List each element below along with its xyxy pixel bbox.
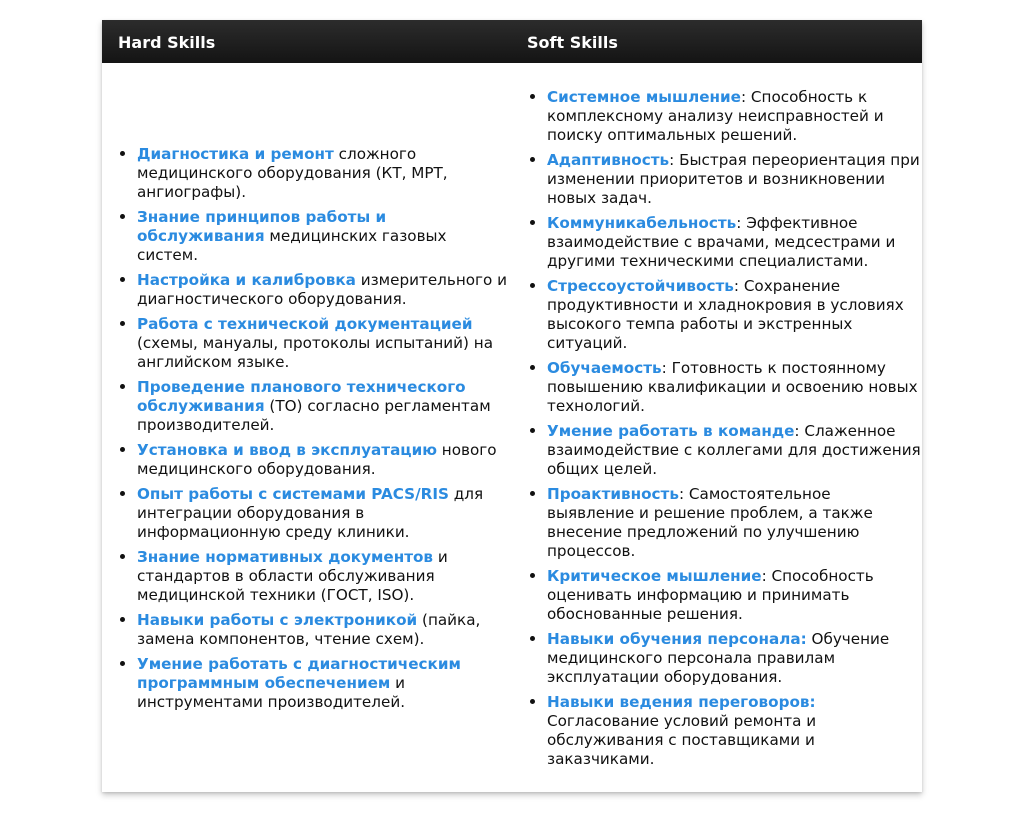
skill-keyword: Коммуникабельность <box>547 213 737 232</box>
table-body <box>102 63 922 792</box>
column-header-soft-skills: Soft Skills <box>527 32 618 52</box>
skill-keyword: Установка и ввод в эксплуатацию <box>137 440 437 459</box>
list-item <box>137 484 512 542</box>
skill-description: для интеграции оборудования в информационную среду клиники. <box>137 484 484 541</box>
skill-description: сложного медицинского оборудования (КТ, МРТ, ангиографы). <box>137 144 448 201</box>
skill-keyword: Навыки ведения переговоров: <box>547 692 816 711</box>
list-item <box>137 377 512 435</box>
skill-description: нового медицинского оборудования. <box>137 440 497 478</box>
skill-description: и стандартов в области обслуживания медицинской техники (ГОСТ, ISO). <box>137 547 448 604</box>
skill-keyword: Знание нормативных документов <box>137 547 434 566</box>
skill-keyword: Умение работать с диагностическим программным обеспечением <box>137 654 461 692</box>
skill-description: Согласование условий ремонта и обслуживания с поставщиками и заказчиками. <box>547 711 817 768</box>
skill-keyword: Навыки обучения персонала: <box>547 629 807 648</box>
skill-description: и инструментами производителей. <box>137 673 406 711</box>
skill-keyword: Навыки работы с электроникой <box>137 610 418 629</box>
skill-description: : Способность оценивать информацию и принимать обоснованные решения. <box>547 566 874 623</box>
skill-description: (схемы, мануалы, протоколы испытаний) на английском языке. <box>137 333 494 371</box>
list-item <box>137 440 512 479</box>
skill-keyword: Настройка и калибровка <box>137 270 356 289</box>
skill-keyword: Проведение планового технического обслуживания <box>137 377 466 415</box>
soft-skills-list <box>528 87 922 769</box>
skill-description: Обучение медицинского персонала правилам эксплуатации оборудования. <box>547 629 890 686</box>
skill-description: : Самостоятельное выявление и решение проблем, а также внесение предложений по улучшению процессов. <box>547 484 873 560</box>
skill-keyword: Адаптивность <box>547 150 670 169</box>
skill-keyword: Критическое мышление <box>547 566 762 585</box>
list-item <box>547 358 922 416</box>
skill-keyword: Диагностика и ремонт <box>137 144 334 163</box>
skill-keyword: Системное мышление <box>547 87 741 106</box>
skill-description: измерительного и диагностического оборудования. <box>137 270 508 308</box>
skill-description: : Эффективное взаимодействие с врачами, медсестрами и другими техническими специалистами. <box>547 213 896 270</box>
skill-description: : Сохранение продуктивности и хладнокровия в условиях высокого темпа работы и экстренных ситуаций. <box>547 276 904 352</box>
list-item <box>547 213 922 271</box>
skill-keyword: Умение работать в команде <box>547 421 795 440</box>
list-item <box>547 421 922 479</box>
skill-description: : Способность к комплексному анализу неисправностей и поиску оптимальных решений. <box>547 87 884 144</box>
soft-skills-cell <box>512 63 922 792</box>
list-item <box>547 566 922 624</box>
skill-keyword: Обучаемость <box>547 358 662 377</box>
skill-description: : Быстрая переориентация при изменении приоритетов и возникновении новых задач. <box>547 150 920 207</box>
hard-skills-list <box>118 144 512 712</box>
skill-description: (ТО) согласно регламентам производителей. <box>137 396 491 434</box>
list-item <box>547 629 922 687</box>
skill-description: : Готовность к постоянному повышению квалификации и освоению новых технологий. <box>547 358 918 415</box>
skills-table <box>102 20 922 792</box>
skill-description: : Слаженное взаимодействие с коллегами для достижения общих целей. <box>547 421 921 478</box>
list-item <box>137 610 512 649</box>
skill-keyword: Работа с технической документацией <box>137 314 473 333</box>
list-item <box>137 314 512 372</box>
column-header-hard-skills: Hard Skills <box>118 32 216 52</box>
list-item <box>547 692 922 769</box>
skill-keyword: Опыт работы с системами PACS/RIS <box>137 484 449 503</box>
list-item <box>547 150 922 208</box>
hard-skills-cell <box>102 63 512 792</box>
list-item <box>547 87 922 145</box>
skill-keyword: Стрессоустойчивость <box>547 276 734 295</box>
list-item <box>137 654 512 712</box>
list-item <box>547 276 922 353</box>
list-item <box>137 144 512 202</box>
skill-keyword: Знание принципов работы и обслуживания <box>137 207 387 245</box>
table-header <box>102 20 922 63</box>
list-item <box>547 484 922 561</box>
skill-description: медицинских газовых систем. <box>137 226 447 264</box>
list-item <box>137 547 512 605</box>
list-item <box>137 270 512 309</box>
list-item <box>137 207 512 265</box>
skill-description: (пайка, замена компонентов, чтение схем). <box>137 610 481 648</box>
skill-keyword: Проактивность <box>547 484 679 503</box>
